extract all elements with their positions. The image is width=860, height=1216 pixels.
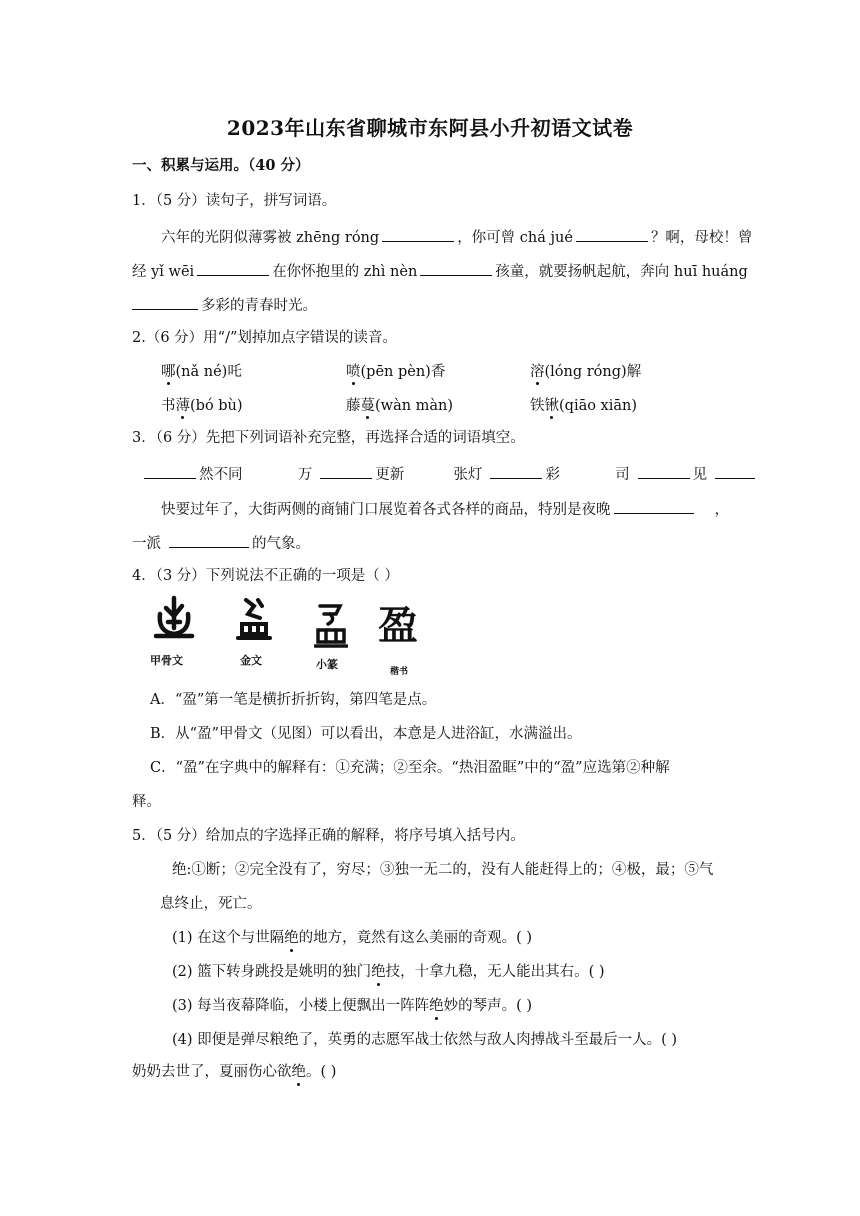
blank-2[interactable] (576, 226, 648, 242)
q3-sentence1: 快要过年了，大街两侧的商铺门口展览着各式各样的商品，特别是夜晚 ， (161, 498, 729, 520)
blank-1[interactable] (382, 226, 454, 242)
q2-item: 哪(nǎ né)吒 (161, 360, 242, 381)
q5-definition-cont: 息终止，死亡。 (160, 896, 262, 912)
blank-7[interactable] (320, 463, 372, 479)
q1-stem: 1．（5 分）读句子，拼写词语。 (132, 193, 337, 209)
q1-line3: 多彩的青春时光。 (132, 294, 317, 316)
q5-definition: 绝:①断；②完全没有了，穷尽；③独一无二的，没有人能赶得上的；④极，最；⑤气 (172, 862, 714, 878)
blank-12[interactable] (169, 532, 249, 548)
glyph-label: 楷书 (390, 667, 409, 677)
q5-sentence-5: 奶奶去世了，夏丽伤心欲绝。( ) (132, 1064, 337, 1080)
q4-option-c: C．“盈”在字典中的解释有：①充满；②至余。“热泪盈眶”中的“盈”应选第②种解 (150, 760, 670, 776)
q3-words: 然不同 万 更新 张灯 彩 司 见 (144, 463, 758, 485)
blank-5[interactable] (132, 294, 198, 310)
regular-script-glyph: 盈 (378, 602, 418, 649)
q4-option-b: B．从“盈”甲骨文（见图）可以看出，本意是人进浴缸，水满溢出。 (150, 726, 582, 742)
page-title: 2023年山东省聊城市东阿县小升初语文试卷 (226, 116, 634, 140)
section-heading: 一、积累与运用。（40 分） (132, 157, 310, 174)
q3-sentence2: 一派 的气象。 (132, 532, 310, 554)
blank-11[interactable] (614, 498, 694, 514)
glyph-evolution-figure (148, 590, 438, 685)
q5-sentence-2: (2) 篮下转身跳投是姚明的独门绝技，十拿九稳，无人能出其右。( ) (172, 964, 605, 980)
blank-3[interactable] (197, 260, 269, 276)
q2-stem: 2.（6 分）用“/”划掉加点字错误的读音。 (132, 330, 397, 346)
q4-stem: 4．（3 分）下列说法不正确的一项是（ ） (132, 568, 399, 584)
glyph-label: 甲骨文 (150, 654, 183, 667)
q5-stem: 5．（5 分）给加点的字选择正确的解释，将序号填入括号内。 (132, 828, 525, 844)
blank-4[interactable] (420, 260, 492, 276)
blank-9[interactable] (638, 463, 690, 479)
q4-option-a: A．“盈”第一笔是横折折折钩，第四笔是点。 (150, 692, 437, 708)
blank-6[interactable] (144, 463, 196, 479)
q5-sentence-1: (1) 在这个与世隔绝的地方，竟然有这么美丽的奇观。( ) (172, 930, 533, 946)
q5-sentence-3: (3) 每当夜幕降临，小楼上便飘出一阵阵绝妙的琴声。( ) (172, 998, 533, 1014)
q3-stem: 3．（6 分）先把下列词语补充完整，再选择合适的词语填空。 (132, 430, 525, 446)
q2-item: 书薄(bó bù) (161, 394, 243, 415)
q2-item: 喷(pēn pèn)香 (346, 360, 445, 381)
q5-sentence-4: (4) 即便是弹尽粮绝了，英勇的志愿军战士依然与敌人肉搏战斗至最后一人。( ) (172, 1032, 678, 1048)
small-seal-glyph (314, 600, 348, 648)
glyph-label: 小篆 (316, 658, 338, 671)
q2-item: 溶(lóng róng)解 (530, 360, 641, 381)
blank-8[interactable] (490, 463, 542, 479)
q2-item: 铁锹(qiāo xiān) (530, 394, 637, 415)
q1-line1: 六年的光阴似薄雾被 zhēng róng ，你可曾 chá jué ？啊，母校！曾 (161, 226, 752, 248)
blank-10[interactable] (715, 463, 755, 479)
oracle-bone-glyph (152, 592, 196, 642)
q2-item: 藤蔓(wàn màn) (346, 394, 453, 415)
glyph-label: 金文 (240, 654, 262, 667)
q1-line2: 经 yǐ wēi 在你怀抱里的 zhì nèn 孩童，就要扬帆起航，奔向 huī huáng (132, 260, 748, 282)
q4-option-c-cont: 释。 (132, 794, 161, 810)
bronze-glyph (236, 594, 272, 642)
